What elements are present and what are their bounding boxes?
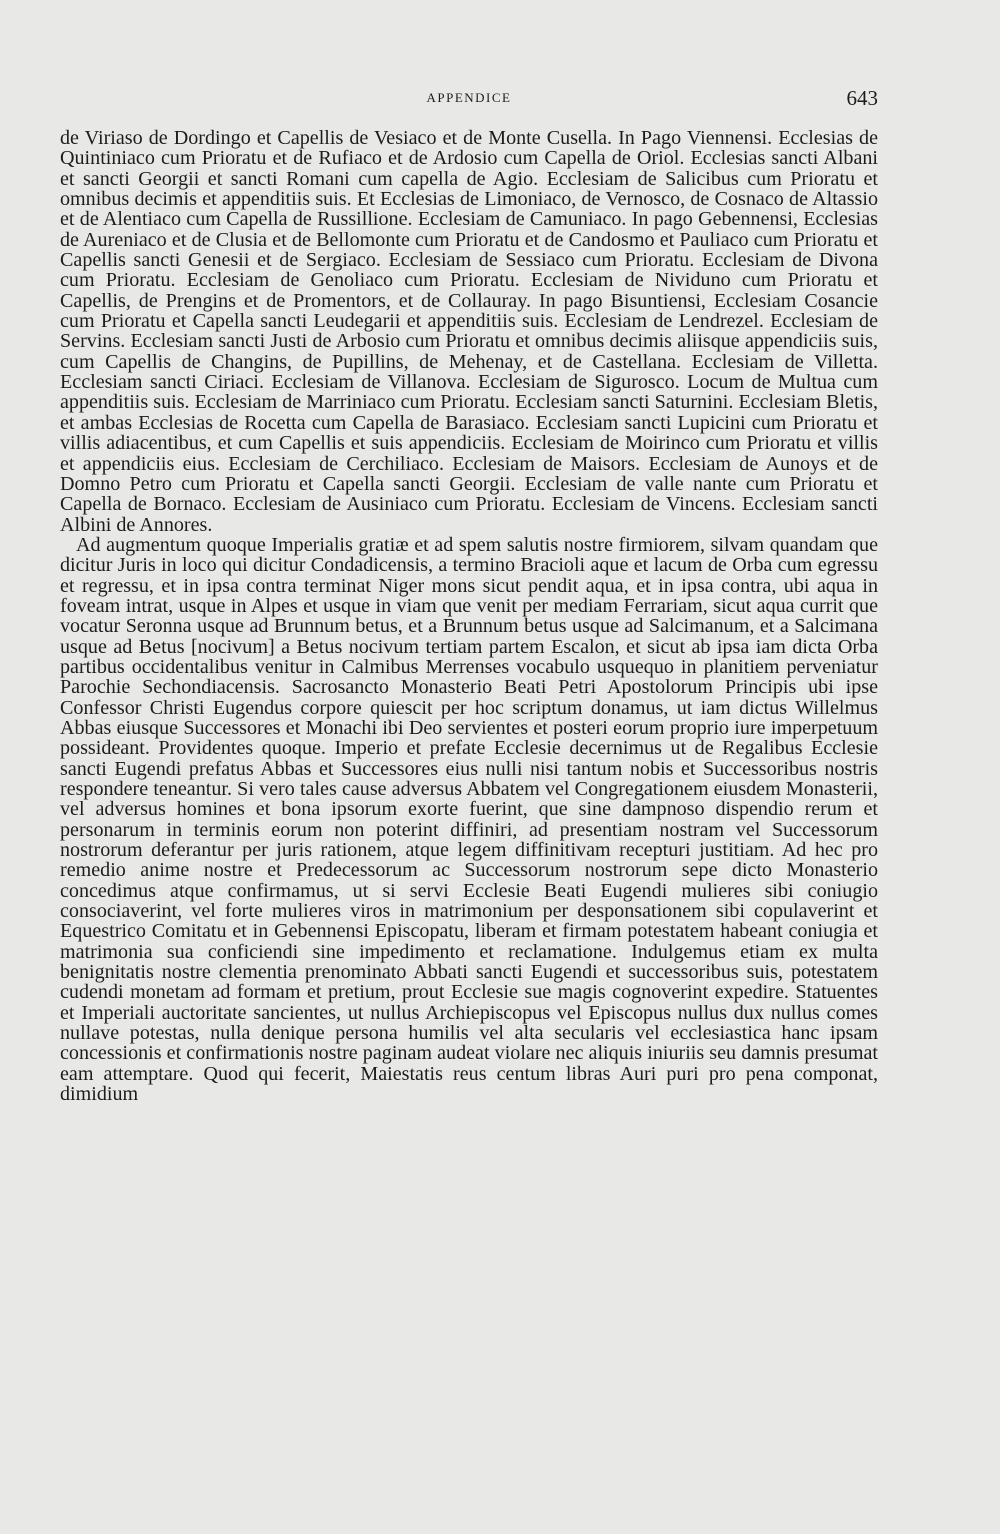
running-head — [60, 88, 878, 112]
page-number: 643 — [846, 86, 878, 110]
body-text — [60, 128, 878, 1105]
paragraph-donation: Ad augmentum quoque Imperialis gratiæ et ad spem salutis nostre firmiorem, silvam quandam que dicitur Juris in loco qui dicitur Condadicensis, a termino Bracioli aque et lacum de Orba cum egressu et regressu, et in ipsa contra terminat Niger mons sicut pendit aqua, et in ipsa contra, ubi aqua in foveam intrat, usque in Alpes et usque in viam que venit per mediam Ferrariam, sicut aqua currit que vocatur Seronna usque ad Brunnum betus, et a Brunnum betus usque ad Salcimanum, et a Salcimana usque ad Betus [nocivum] a Betus nocivum tertiam partem Escalon, et sicut ab ipsa iam dicta Orba partibus occidentalibus venitur in Calmibus Merrenses vocabulo usquequo in planitiem perveniatur Parochie Sechondiacensis. Sacrosancto Monasterio Beati Petri Apostolorum Principis ubi ipse Confessor Christi Eugendus corpore quiescit per hoc scriptum donamus, ut iam dictus Willelmus Abbas eiusque Successores et Monachi ibi Deo servientes et posteri eorum proprio iure imperpetuum possideant. Providentes quoque. Imperio et prefate Ecclesie decernimus ut de Regalibus Ecclesie sancti Eugendi prefatus Abbas et Successores eius nulli nisi tantum nobis et Successoribus nostris respondere teneantur. Si vero tales cause adversus Abbatem vel Congregationem eiusdem Monasterii, vel adversus homines et bona ipsorum exorte fuerint, que sine dampnoso dispendio rerum et personarum in terminis eorum non poterint diffiniri, ad presentiam nostram vel Successorum nostrorum deferantur per juris rationem, atque legem diffinitivam recepturi justitiam. Ad hec pro remedio anime nostre et Predecessorum ac Successorum nostrorum sepe dicto Monasterio concedimus atque confirmamus, ut si servi Ecclesie Beati Eugendi mulieres sibi coniugio consociaverint, vel forte mulieres viros in matrimonium per desponsationem sibi copulaverint et Equestrico Comitatu et in Gebennensi Episcopatu, liberam et firmam potestatem habeant coniugia et matrimonia sua conficiendi sine impedimento et reclamatione. Indulgemus etiam ex multa benignitatis nostre clementia prenominato Abbati sancti Eugendi et successoribus suis, potestatem cudendi monetam ad formam et pretium, prout Ecclesie sue magis cognoverint expedire. Statuentes et Imperiali auctoritate sancientes, ut nullus Archiepiscopus vel Episcopus nullus dux nullus comes nullave potestas, nulla denique persona humilis vel alta secularis vel ecclesiastica hanc ipsam concessionis et confirmationis nostre paginam audeat violare nec aliquis iniuriis seu damnis presumat eam attemptare. Quod qui fecerit, Maiestatis reus centum libras Auri puri pro pena componat, dimidium — [60, 533, 878, 1106]
paragraph-continued: de Viriaso de Dordingo et Capellis de Vesiaco et de Monte Cusella. In Pago Viennensi. Ecclesias de Quintiniaco cum Prioratu et de Rufiaco et de Ardosio cum Capella de Oriol. Ecclesias sancti Albani et sancti Georgii et sancti Romani cum capella de Agio. Ecclesiam de Salicibus cum Prioratu et omnibus decimis et appenditiis suis. Et Ecclesias de Limoniaco, de Vernosco, de Cosnaco de Altassio et de Alentiaco cum Capella de Russillione. Ecclesiam de Camuniaco. In pago Gebennensi, Ecclesias de Aureniaco et de Clusia et de Bellomonte cum Prioratu et de Candosmo et Pauliaco cum Prioratu et Capellis sancti Genesii et de Sergiaco. Ecclesiam de Sessiaco cum Prioratu. Ecclesiam de Divona cum Prioratu. Ecclesiam de Genoliaco cum Prioratu. Ecclesiam de Nividuno cum Prioratu et Capellis, de Prengins et de Promentors, et de Collauray. In pago Bisuntiensi, Ecclesiam Cosancie cum Prioratu et Capella sancti Leudegarii et appenditiis suis. Ecclesiam de Lendrezel. Ecclesiam de Servins. Ecclesiam sancti Justi de Arbosio cum Prioratu et omnibus decimis aliisque appendiciis suis, cum Capellis de Changins, de Pupillins, de Mehenay, et de Castellana. Ecclesiam de Villetta. Ecclesiam sancti Ciriaci. Ecclesiam de Villanova. Ecclesiam de Sigurosco. Locum de Multua cum appenditiis suis. Ecclesiam de Marriniaco cum Prioratu. Ecclesiam sancti Saturnini. Ecclesiam Bletis, et ambas Ecclesias de Rocetta cum Capella de Barasiaco. Ecclesiam sancti Lupicini cum Prioratu et villis adiacentibus, et cum Capellis et suis appendiciis. Ecclesiam de Moirinco cum Prioratu et villis et appendiciis eius. Ecclesiam de Cerchiliaco. Ecclesiam de Maisors. Ecclesiam de Aunoys et de Domno Petro cum Prioratu et Capella sancti Georgii. Ecclesiam de valle nante cum Prioratu et Capella de Bornaco. Ecclesiam de Ausiniaco cum Prioratu. Ecclesiam de Vincens. Ecclesiam sancti Albini de Annores. — [60, 127, 878, 536]
running-title: APPENDICE — [426, 90, 512, 105]
